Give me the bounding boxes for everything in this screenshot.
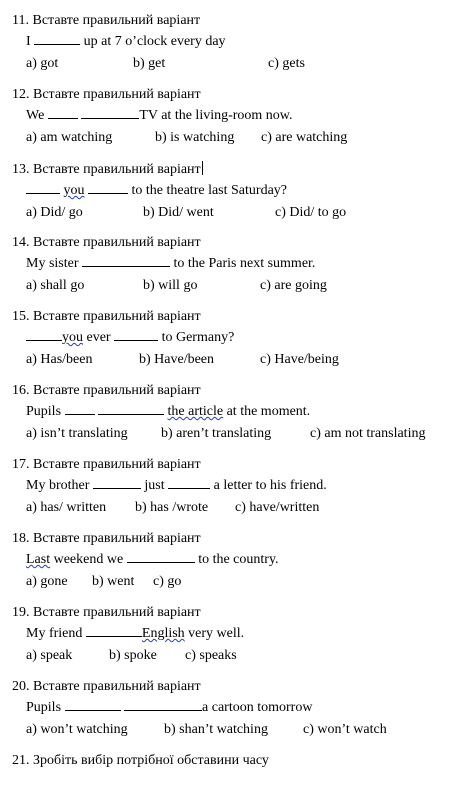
option-b: b) Have/been [139,352,215,367]
question-13 [12,161,452,221]
option-b: b) Did/ went [143,205,214,220]
option-b: b) went [92,574,135,589]
question-title: 17. Вставте правильний варіант [12,457,201,472]
question-17 [12,457,452,516]
answer-blank [65,401,95,415]
answer-blank [34,31,80,45]
question-title: 18. Вставте правильний варіант [12,531,201,546]
option-c: c) are watching [261,130,348,145]
answer-options [26,352,452,368]
question-title: 19. Вставте правильний варіант [12,605,201,620]
question-title: 16. Вставте правильний варіант [12,383,201,398]
option-c: c) am not translating [310,426,426,441]
answer-blank [88,180,128,194]
answer-options [26,205,452,221]
question-16 [12,383,452,442]
option-a: a) Has/been [26,352,93,367]
option-c: c) go [153,574,182,589]
option-b: b) get [133,56,166,71]
question-title: 21. Зробіть вибір потрібної обставини часу [12,753,269,768]
answer-blank [82,253,170,267]
answer-blank [168,475,210,489]
question-sentence: My sister to the Paris next summer. [26,253,452,272]
option-c: c) speaks [185,648,237,663]
option-a: a) shall go [26,278,85,293]
answer-options [26,722,452,738]
question-sentence: you ever to Germany? [26,327,452,346]
option-c: c) have/written [235,500,320,515]
question-sentence: Last weekend we to the country. [26,549,452,568]
question-title: 12. Вставте правильний варіант [12,87,201,102]
answer-blank [127,549,195,563]
option-b: b) has /wrote [135,500,209,515]
answer-options [26,130,452,146]
text-cursor [202,161,203,175]
question-21 [12,753,452,769]
answer-blank [93,475,141,489]
answer-blank [124,697,202,711]
option-c: c) Did/ to go [275,205,347,220]
option-b: b) will go [143,278,198,293]
answer-options [26,278,452,294]
option-a: a) am watching [26,130,113,145]
question-19 [12,605,452,664]
option-a: a) Did/ go [26,205,83,220]
question-sentence: you to the theatre last Saturday? [26,180,452,199]
option-a: a) isn’t translating [26,426,128,441]
question-sentence: I up at 7 o’clock every day [26,31,452,50]
option-c: c) Have/being [260,352,339,367]
option-c: c) gets [268,56,305,71]
answer-options [26,56,452,72]
question-title: 14. Вставте правильний варіант [12,235,201,250]
answer-blank [114,327,158,341]
question-title: 15. Вставте правильний варіант [12,309,201,324]
option-b: b) spoke [109,648,157,663]
answer-options [26,500,452,516]
option-a: a) has/ written [26,500,107,515]
option-a: a) got [26,56,59,71]
question-14 [12,235,452,294]
option-c: c) won’t watch [303,722,387,737]
answer-options [26,648,452,664]
answer-blank [65,697,121,711]
option-a: a) speak [26,648,73,663]
answer-blank [26,180,60,194]
question-title: 20. Вставте правильний варіант [12,679,201,694]
question-15 [12,309,452,368]
question-sentence: We TV at the living-room now. [26,105,452,124]
answer-blank [48,105,78,119]
answer-options [26,574,452,590]
option-c: c) are going [260,278,327,293]
option-b: b) shan’t watching [164,722,268,737]
option-a: a) gone [26,574,68,589]
option-b: b) aren’t translating [161,426,272,441]
question-11 [12,13,452,72]
answer-options [26,426,452,442]
question-sentence: Pupils a cartoon tomorrow [26,697,452,716]
question-20 [12,679,452,738]
answer-blank [81,105,139,119]
question-sentence: Pupils the article at the moment. [26,401,452,420]
question-18 [12,531,452,590]
question-sentence: My brother just a letter to his friend. [26,475,452,494]
answer-blank [26,327,62,341]
question-title: 11. Вставте правильний варіант [12,13,201,28]
answer-blank [98,401,164,415]
option-a: a) won’t watching [26,722,128,737]
question-title: 13. Вставте правильний варіант [12,162,201,177]
option-b: b) is watching [155,130,235,145]
question-sentence: My friend English very well. [26,623,452,642]
question-12 [12,87,452,146]
answer-blank [86,623,142,637]
